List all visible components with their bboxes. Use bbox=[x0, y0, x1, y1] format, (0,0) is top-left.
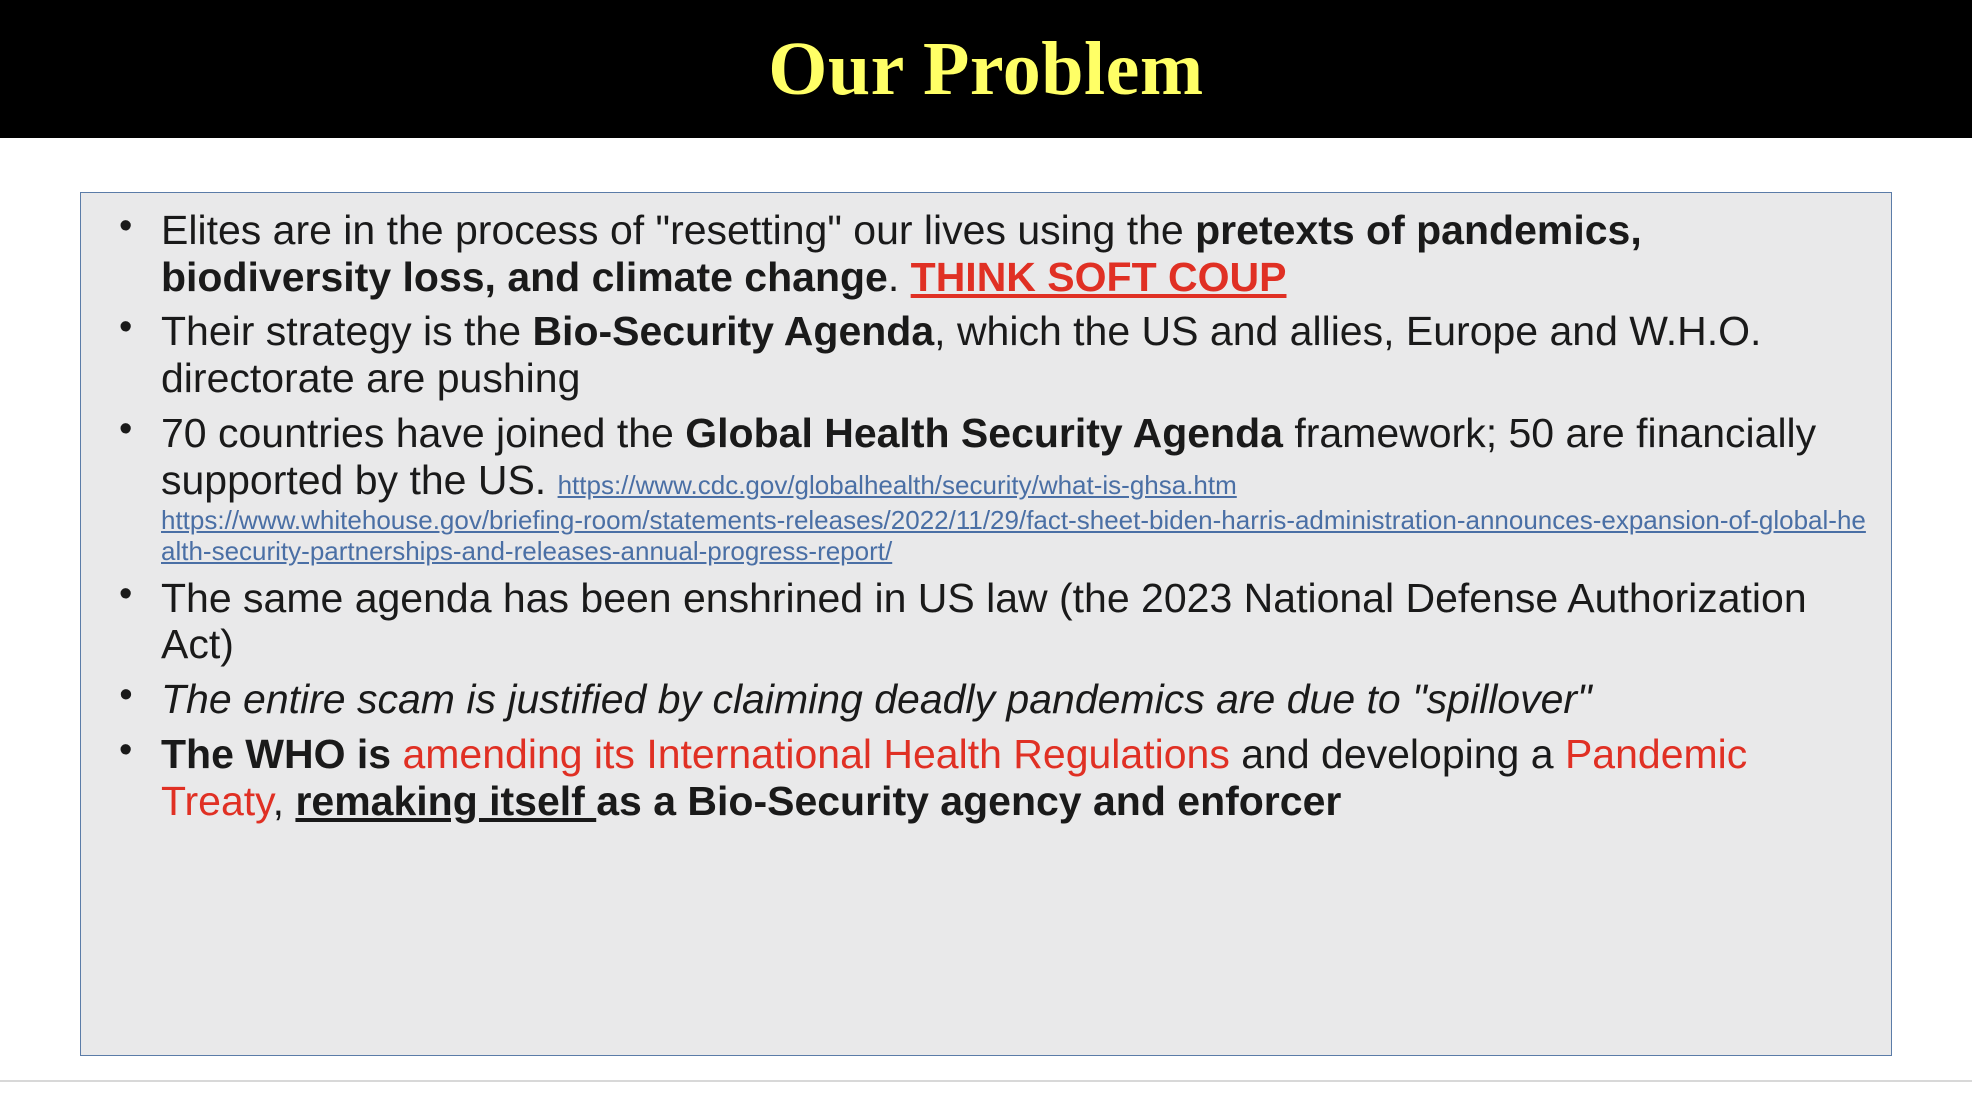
slide-content-box bbox=[80, 192, 1892, 1056]
slide-bottom-divider bbox=[0, 1080, 1972, 1082]
bullet-elites-reset bbox=[105, 207, 1867, 300]
bullet-text-comma: , bbox=[272, 777, 296, 824]
bullet-text-period: . bbox=[887, 253, 911, 300]
bullet-list bbox=[105, 207, 1867, 824]
bullet-text-emphasis-agenda: Bio-Security Agenda bbox=[532, 308, 935, 355]
bullet-text-tail: framework; 50 are financially supported by the US. bbox=[161, 409, 1817, 503]
bullet-bio-security-agenda bbox=[105, 308, 1867, 401]
bullet-text-tail: , which the US and allies, Europe and W.H.O. directorate are pushing bbox=[161, 308, 1762, 402]
bullet-text: The entire scam is justified by claiming deadly pandemics are due to "spillover" bbox=[161, 676, 1592, 723]
bullet-text-emphasis-ghsa: Global Health Security Agenda bbox=[685, 409, 1283, 456]
bullet-text-think-soft-coup: THINK SOFT COUP bbox=[910, 253, 1287, 300]
bullet-text-who-lead: The WHO is bbox=[161, 730, 403, 777]
bullet-text-lead: Elites are in the process of "resetting" our lives using the bbox=[161, 207, 1196, 253]
bullet-spillover-claim bbox=[105, 676, 1867, 723]
bullet-text-pandemic-treaty: Pandemic Treaty bbox=[161, 730, 1748, 824]
bullet-who-ihr-treaty bbox=[105, 731, 1867, 824]
bullet-ghsa-countries bbox=[105, 410, 1867, 567]
bullet-us-law-ndaa bbox=[105, 575, 1867, 668]
link-whitehouse-fact-sheet[interactable]: https://www.whitehouse.gov/briefing-room/statements-releases/2022/11/29/fact-sheet-biden-harris-administration-announces-expansion-of-global-health-security-partnerships-and-releases-annual-progress-report/ bbox=[161, 505, 1866, 567]
bullet-text-middle: and developing a bbox=[1229, 730, 1565, 777]
slide-title-bar bbox=[0, 0, 1972, 138]
bullet-text-amending-ihr: amending its International Health Regulations bbox=[402, 730, 1230, 777]
bullet-text-enforcer: as a Bio-Security agency and enforcer bbox=[596, 777, 1342, 824]
bullet-text-emphasis-pretexts: pretexts of pandemics, biodiversity loss, and climate change bbox=[161, 207, 1642, 300]
bullet-text-remaking-itself: remaking itself bbox=[295, 777, 597, 824]
page-title: Our Problem bbox=[768, 27, 1204, 111]
link-cdc-ghsa[interactable]: https://www.cdc.gov/globalhealth/security/what-is-ghsa.htm bbox=[557, 469, 1237, 500]
bullet-text-lead: Their strategy is the bbox=[161, 308, 533, 355]
bullet-text: The same agenda has been enshrined in US law (the 2023 National Defense Authorization Act) bbox=[161, 574, 1807, 668]
bullet-text-lead: 70 countries have joined the bbox=[161, 409, 686, 456]
